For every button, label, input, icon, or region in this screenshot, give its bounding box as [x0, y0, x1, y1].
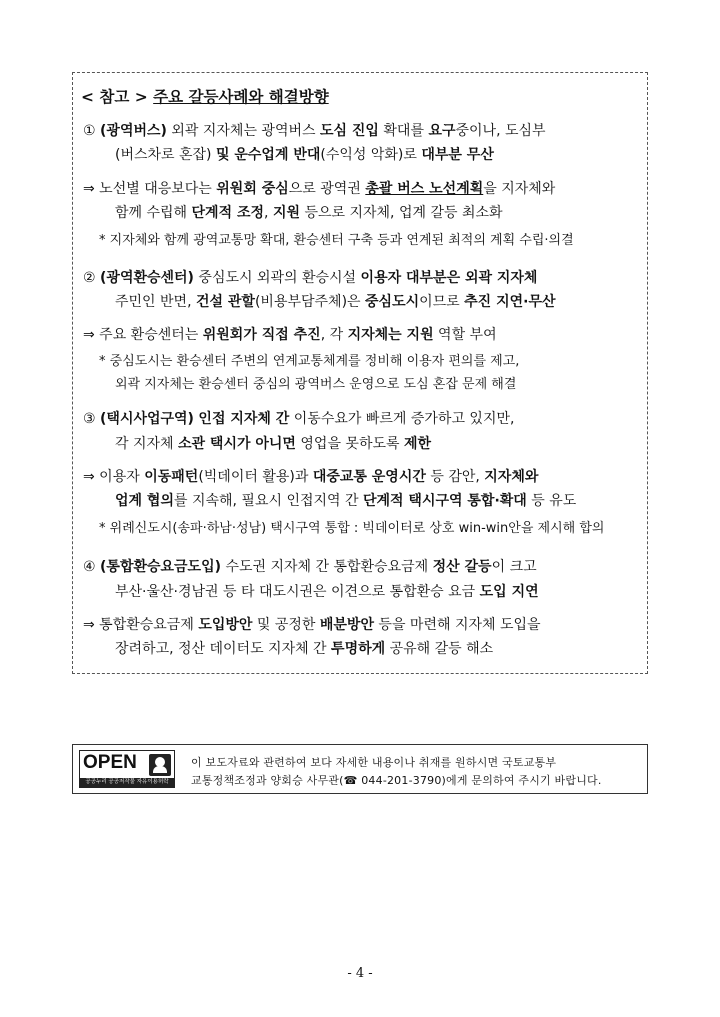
text-segment: (광역버스) [100, 123, 167, 139]
text-segment: 수도권 지자체 간 통합환승요금제 [221, 559, 433, 575]
page-number: - 4 - [347, 966, 373, 981]
text-segment: ⇒ 이용자 [83, 469, 145, 485]
text-segment: * 지자체와 함께 광역교통망 확대, 환승센터 구축 등과 연계된 최적의 계획 수립·의결 [99, 233, 574, 248]
text-segment: 을 지자체와 [483, 181, 556, 197]
case-1-note-1 [99, 232, 574, 250]
case-3-solution-2 [115, 492, 576, 510]
attribution-person-icon [149, 754, 171, 776]
text-segment: 중이나, 도심부 [455, 123, 546, 139]
text-segment: (통합환승요금도입) [100, 559, 222, 575]
text-segment: 업계 협의 [115, 493, 174, 509]
text-segment: 위원회 중심 [216, 181, 289, 197]
text-segment: (수익성 악화)로 [320, 147, 422, 163]
text-segment: , 각 [320, 327, 348, 343]
case-4-line-2 [115, 583, 539, 601]
text-segment: 요구 [428, 123, 456, 139]
text-segment: 단계적 조정 [191, 205, 265, 221]
kogl-open-logo [79, 750, 175, 788]
case-1-line-2 [115, 146, 494, 164]
case-3-line-1 [83, 410, 514, 428]
case-2-line-1 [83, 269, 537, 287]
text-segment: 대부분 무산 [421, 147, 494, 163]
text-segment: (택시사업구역) [100, 411, 194, 427]
case-4-solution-1 [83, 616, 541, 634]
text-segment: 제한 [403, 436, 432, 452]
text-segment: 외곽 지자체는 환승센터 중심의 광역버스 운영으로 도심 혼잡 문제 해결 [115, 377, 517, 392]
text-segment: , [264, 205, 273, 221]
text-segment: 장려하고, 정산 데이터도 지자체 간 [115, 641, 332, 657]
case-4-solution-2 [115, 640, 493, 658]
text-segment: 등을 마련해 지자체 도입을 [373, 617, 541, 633]
case-1-solution-2 [115, 204, 503, 222]
case-1-solution-1 [83, 180, 555, 198]
text-segment: 등으로 지자체, 업계 갈등 최소화 [300, 205, 503, 221]
contact-line-1: 이 보도자료와 관련하여 보다 자세한 내용이나 취재를 원하시면 국토교통부 [191, 756, 557, 769]
reference-title [81, 85, 329, 107]
text-segment: 공유해 갈등 해소 [385, 641, 494, 657]
case-4-line-1 [83, 558, 537, 576]
text-segment: 함께 수립해 [115, 205, 192, 221]
text-segment: 도입방안 [198, 617, 253, 633]
case-2-solution-1 [83, 326, 497, 344]
reference-box [72, 72, 648, 674]
text-segment: 정산 갈등 [432, 559, 492, 575]
text-segment: 확대를 [378, 123, 429, 139]
text-segment: 건설 관할 [195, 294, 255, 310]
title-open-bracket: < [81, 88, 94, 106]
text-segment: 이므로 [419, 294, 465, 310]
text-segment: 도입 지연 [479, 584, 539, 600]
text-segment: ② [83, 270, 101, 286]
text-segment: 이동수요가 빠르게 증가하고 있지만, [289, 411, 515, 427]
text-segment: 지자체는 지원 [347, 327, 434, 343]
text-segment: 투명하게 [331, 641, 386, 657]
text-segment: 를 지속해, 필요시 인접지역 간 [173, 493, 363, 509]
text-segment: 으로 광역권 [288, 181, 366, 197]
text-segment: 인접 지자체 간 [198, 411, 290, 427]
text-segment: 총괄 버스 노선계획 [365, 181, 484, 197]
text-segment: ④ [83, 559, 101, 575]
text-segment: 배분방안 [319, 617, 374, 633]
text-segment: (비용부담주체)은 [254, 294, 366, 310]
text-segment: ⇒ 주요 환승센터는 [83, 327, 203, 343]
case-2-note-2 [115, 376, 516, 394]
text-segment: 지자체와 [484, 469, 539, 485]
title-topic: 주요 갈등사례와 해결방향 [153, 88, 329, 106]
case-2-note-1 [99, 353, 519, 371]
text-segment: 등 유도 [526, 493, 577, 509]
text-segment: 주민인 반면, [115, 294, 196, 310]
text-segment: ③ [83, 411, 101, 427]
text-segment: 대중교통 운영시간 [312, 469, 426, 485]
text-segment: 중심도시 외곽의 환승시설 [193, 270, 361, 286]
open-logo-word: OPEN [83, 752, 137, 773]
text-segment: * 중심도시는 환승센터 주변의 연계교통체계를 정비해 이용자 편의를 제고, [99, 354, 520, 369]
text-segment: 추진 지연·무산 [464, 294, 556, 310]
text-segment: * 위례신도시(송파·하남·성남) 택시구역 통합 : 빅데이터로 상호 win-win안을 제시해 합의 [99, 521, 605, 536]
case-1-line-1 [83, 122, 546, 140]
title-close-bracket: > [134, 88, 148, 106]
case-3-note-1 [99, 520, 604, 538]
text-segment: ① [83, 123, 101, 139]
case-3-line-2 [115, 435, 431, 453]
text-segment: 단계적 택시구역 통합·확대 [362, 493, 527, 509]
text-segment: 역할 부여 [433, 327, 497, 343]
text-segment: 각 지자체 [115, 436, 178, 452]
text-segment: (버스차로 혼잡) [115, 147, 216, 163]
text-segment: 외곽 지자체는 광역버스 [166, 123, 320, 139]
text-segment: 위원회가 직접 추진 [202, 327, 321, 343]
case-2-line-2 [115, 293, 556, 311]
text-segment: 지원 [272, 205, 300, 221]
text-segment: (빅데이터 활용)과 [198, 469, 313, 485]
text-segment: 이용자 대부분은 외곽 지자체 [360, 270, 538, 286]
text-segment: 소관 택시가 아니면 [178, 436, 296, 452]
text-segment: ⇒ 노선별 대응보다는 [83, 181, 217, 197]
case-3-solution-1 [83, 468, 538, 486]
text-segment: 이동패턴 [144, 469, 199, 485]
open-notice-box [72, 744, 648, 794]
open-logo-subtitle: 공공누리 공공저작물 자유이용허락 [80, 778, 174, 787]
text-segment: 부산·울산·경남권 등 타 대도시권은 이견으로 통합환승 요금 [115, 584, 480, 600]
text-segment: 및 공정한 [252, 617, 320, 633]
text-segment: 이 크고 [491, 559, 537, 575]
text-segment: ⇒ 통합환승요금제 [83, 617, 199, 633]
contact-line-2: 교통정책조정과 양회승 사무관(☎ 044-201-3790)에게 문의하여 주시기 바랍니다. [191, 774, 602, 787]
text-segment: 영업을 못하도록 [295, 436, 404, 452]
text-segment: 등 감안, [425, 469, 485, 485]
text-segment: 도심 진입 [319, 123, 379, 139]
title-label: 참고 [99, 88, 130, 106]
text-segment: 및 운수업계 반대 [215, 147, 321, 163]
text-segment: (광역환승센터) [100, 270, 194, 286]
text-segment: 중심도시 [365, 294, 420, 310]
